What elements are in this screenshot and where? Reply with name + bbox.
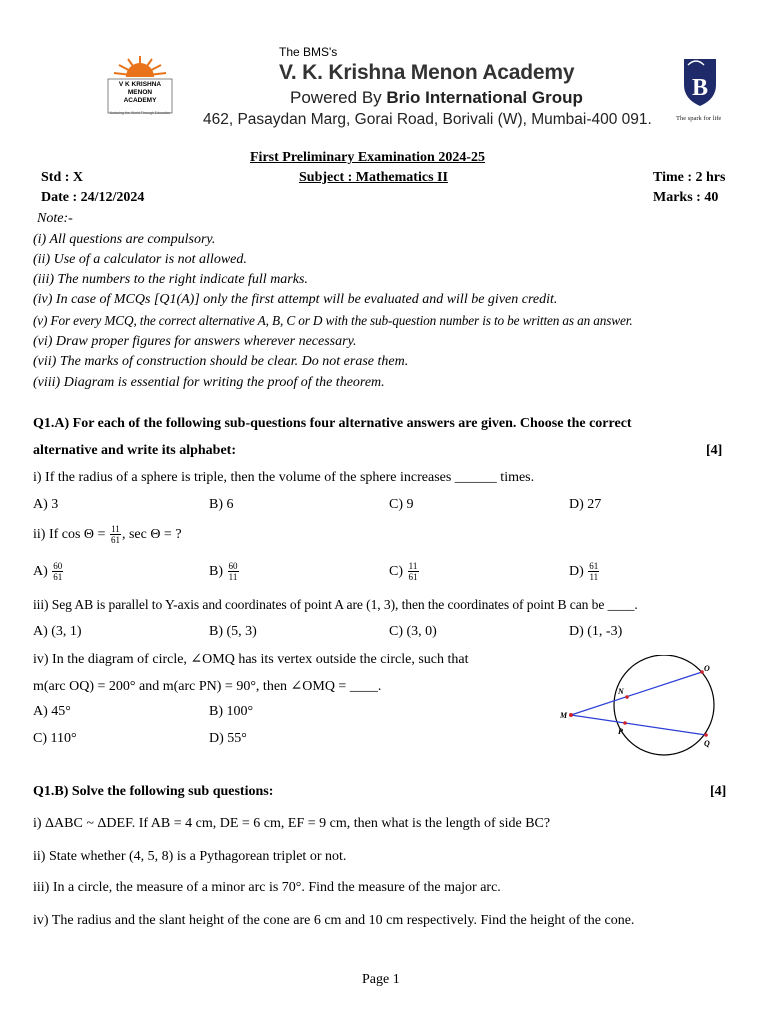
notes-heading: Note:- — [37, 211, 73, 226]
q1a-question-3: iii) Seg AB is parallel to Y-axis and coordinates of point A are (1, 3), then the coordinates of point B can be ____. — [33, 597, 638, 612]
right-logo-tagline: The spark for life — [676, 115, 722, 122]
q1a-q4-option-c: C) 110° — [33, 731, 77, 746]
q1a-heading-line1: Q1.A) For each of the following sub-questions four alternative answers are given. Choose the correct — [33, 416, 632, 431]
q1a-q4-option-b: B) 100° — [209, 704, 254, 719]
circle-diagram — [555, 655, 725, 765]
q1a-q1-option-c: C) 9 — [389, 497, 414, 512]
q1a-q4-option-a: A) 45° — [33, 704, 71, 719]
label-o: O — [704, 664, 710, 673]
secant-mq — [571, 715, 706, 735]
exam-std: Std : X — [41, 170, 84, 185]
powered-prefix: Powered By — [290, 88, 382, 107]
powered-brand: Brio International Group — [386, 88, 583, 107]
q1a-q3-option-d: D) (1, -3) — [569, 624, 623, 639]
left-logo-tagline: Nurturing the World Through Education — [109, 111, 171, 115]
note-item: (v) For every MCQ, the correct alternative A, B, C or D with the sub-question number is to be written as an answer. — [33, 313, 633, 328]
academy-title: V. K. Krishna Menon Academy — [279, 61, 575, 84]
q1a-q2-option-c: C) $\frac{11}{61}$ — [389, 561, 418, 583]
q1a-q1-option-a: A) 3 — [33, 497, 59, 512]
q1b-item: iv) The radius and the slant height of the cone are 6 cm and 10 cm respectively. Find the height of the cone. — [33, 913, 635, 928]
powered-by — [290, 88, 583, 108]
q1b-marks: [4] — [710, 784, 727, 799]
q1a-q2-option-a: A) $\frac{60}{61}$ — [33, 561, 63, 583]
note-item: (vi) Draw proper figures for answers wherever necessary. — [33, 334, 357, 349]
label-p: P — [618, 727, 623, 736]
q1a-q2-option-d: D) $\frac{61}{11}$ — [569, 561, 599, 583]
academy-address: 462, Pasaydan Marg, Gorai Road, Borivali (W), Mumbai-400 091. — [203, 111, 652, 128]
q1a-q3-option-c: C) (3, 0) — [389, 624, 437, 639]
exam-date: Date : 24/12/2024 — [41, 190, 145, 205]
shield-logo-icon — [682, 55, 718, 107]
page-number: Page 1 — [362, 972, 400, 987]
note-item: (ii) Use of a calculator is not allowed. — [33, 252, 247, 267]
point-q — [704, 733, 708, 737]
q1a-question-4-line2: m(arc OQ) = 200° and m(arc PN) = 90°, then ∠OMQ = ____. — [33, 679, 382, 694]
q1a-q3-option-a: A) (3, 1) — [33, 624, 82, 639]
q1b-item: iii) In a circle, the measure of a minor arc is 70°. Find the measure of the major arc. — [33, 880, 501, 895]
q1b-item: ii) State whether (4, 5, 8) is a Pythagorean triplet or not. — [33, 849, 347, 864]
shield-logo-letter: B — [691, 75, 709, 101]
note-item: (vii) The marks of construction should be clear. Do not erase them. — [33, 354, 409, 369]
left-logo-line2: MENON — [127, 89, 153, 96]
pre-title: The BMS's — [279, 45, 338, 59]
secant-mo — [571, 672, 702, 715]
q1a-marks: [4] — [706, 443, 723, 458]
point-n — [625, 695, 629, 699]
q1b-item: i) ΔABC ~ ΔDEF. If AB = 4 cm, DE = 6 cm, EF = 9 cm, then what is the length of side BC? — [33, 816, 551, 831]
label-n: N — [618, 687, 624, 696]
q2-suffix: , sec Θ = ? — [121, 527, 182, 542]
point-p — [623, 721, 627, 725]
q1a-heading-line2: alternative and write its alphabet: — [33, 443, 236, 458]
exam-subject: Subject : Mathematics II — [299, 170, 448, 185]
q1a-q1-option-d: D) 27 — [569, 497, 602, 512]
q1a-q4-option-d: D) 55° — [209, 731, 247, 746]
q2-fraction: $\frac{11}{61}$ — [110, 524, 120, 546]
q1b-heading: Q1.B) Solve the following sub questions: — [33, 784, 274, 799]
note-item: (iv) In case of MCQs [Q1(A)] only the first attempt will be evaluated and will be given credit. — [33, 292, 558, 307]
q1a-q3-option-b: B) (5, 3) — [209, 624, 257, 639]
left-logo-line3: ACADEMY — [123, 97, 157, 104]
note-item: (i) All questions are compulsory. — [33, 232, 216, 247]
q1a-q2-option-b: B) $\frac{60}{11}$ — [209, 561, 238, 583]
exam-title: First Preliminary Examination 2024-25 — [250, 150, 485, 165]
label-q: Q — [704, 739, 710, 748]
q1a-question-1: i) If the radius of a sphere is triple, then the volume of the sphere increases ______ times. — [33, 470, 535, 485]
exam-time: Time : 2 hrs — [653, 170, 726, 185]
circle-outline — [614, 655, 714, 755]
q1a-question-2 — [33, 522, 182, 548]
left-logo-line1: V K KRISHNA — [118, 81, 162, 88]
exam-marks: Marks : 40 — [653, 190, 719, 205]
q1a-q1-option-b: B) 6 — [209, 497, 234, 512]
academy-logo-right — [682, 55, 718, 107]
q1a-question-4-line1: iv) In the diagram of circle, ∠OMQ has its vertex outside the circle, such that — [33, 652, 469, 667]
label-m: M — [560, 711, 568, 720]
q2-prefix: ii) If cos Θ = — [33, 527, 109, 542]
point-m — [569, 713, 573, 717]
note-item: (viii) Diagram is essential for writing the proof of the theorem. — [33, 375, 385, 390]
note-item: (iii) The numbers to the right indicate full marks. — [33, 272, 308, 287]
